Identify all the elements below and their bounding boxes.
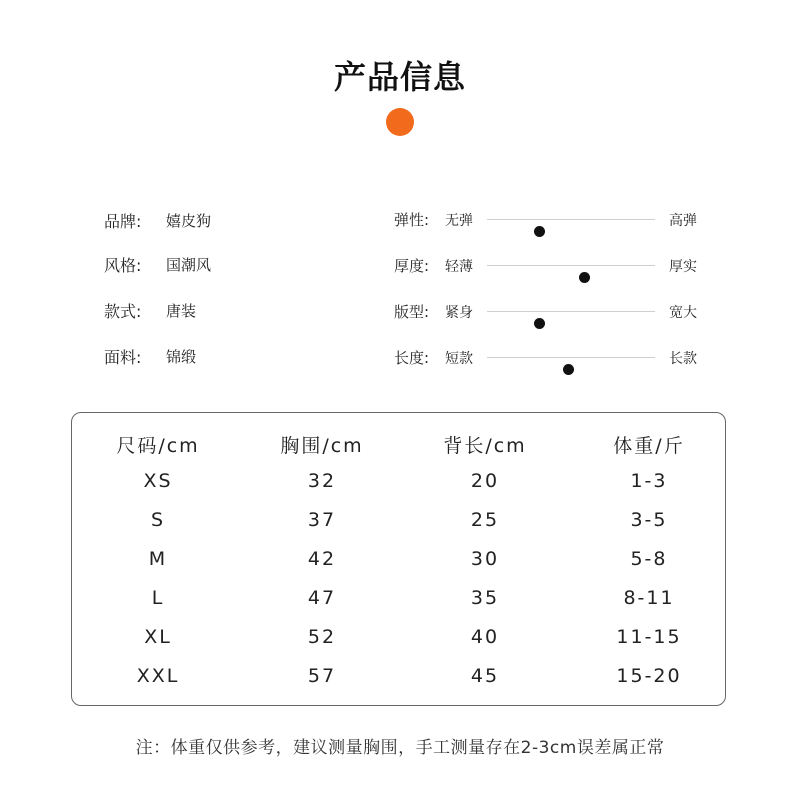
table-cell: M <box>148 548 168 570</box>
table-cell: 42 <box>307 548 337 570</box>
scale-label: 弹性: <box>394 211 430 229</box>
scale-max-label: 宽大 <box>669 305 697 321</box>
table-cell: 15-20 <box>616 665 682 687</box>
scale-label: 厚度: <box>394 257 430 275</box>
table-cell: 20 <box>470 470 500 492</box>
scale-track <box>487 311 655 312</box>
info-label: 面料: <box>104 347 142 367</box>
info-value: 锦缎 <box>166 347 197 366</box>
info-value: 嬉皮狗 <box>166 211 212 230</box>
table-cell: 45 <box>470 665 500 687</box>
table-cell: S <box>150 509 166 531</box>
scale-min-label: 无弹 <box>445 213 473 229</box>
info-row-style <box>104 252 211 276</box>
table-cell: XS <box>143 470 173 492</box>
table-header: 体重/斤 <box>613 435 685 457</box>
table-cell: 57 <box>307 665 337 687</box>
info-label: 品牌: <box>104 211 142 231</box>
table-cell: 47 <box>307 587 337 609</box>
info-value: 唐装 <box>166 301 197 320</box>
table-cell: XL <box>144 626 172 648</box>
table-header: 胸围/cm <box>280 435 364 457</box>
size-table <box>71 412 726 706</box>
info-label: 风格: <box>104 255 142 275</box>
info-row-brand <box>104 208 211 232</box>
table-cell: 8-11 <box>623 587 675 609</box>
scale-knob <box>534 226 545 237</box>
info-label: 款式: <box>104 301 142 321</box>
scale-knob <box>579 272 590 283</box>
table-cell: 40 <box>470 626 500 648</box>
scale-max-label: 厚实 <box>669 259 697 275</box>
scale-max-label: 高弹 <box>669 213 697 229</box>
table-header: 背长/cm <box>443 435 527 457</box>
scale-knob <box>563 364 574 375</box>
table-cell: 30 <box>470 548 500 570</box>
table-cell: 5-8 <box>630 548 668 570</box>
table-cell: 11-15 <box>616 626 682 648</box>
accent-dot <box>386 108 414 136</box>
scale-min-label: 短款 <box>445 351 473 367</box>
scale-track <box>487 357 655 358</box>
scale-length <box>394 345 714 369</box>
table-header: 尺码/cm <box>116 435 200 457</box>
footnote: 注：体重仅供参考，建议测量胸围，手工测量存在2-3cm误差属正常 <box>135 738 665 758</box>
table-cell: 37 <box>307 509 337 531</box>
scale-label: 长度: <box>394 349 430 367</box>
scale-elasticity <box>394 207 714 231</box>
scale-thickness <box>394 253 714 277</box>
table-cell: 3-5 <box>630 509 668 531</box>
scale-max-label: 长款 <box>669 351 697 367</box>
scale-fit <box>394 299 714 323</box>
scale-track <box>487 265 655 266</box>
info-value: 国潮风 <box>166 255 212 274</box>
scale-label: 版型: <box>394 303 430 321</box>
table-cell: XXL <box>136 665 180 687</box>
table-cell: 32 <box>307 470 337 492</box>
scale-min-label: 轻薄 <box>445 259 473 275</box>
info-row-type <box>104 298 196 322</box>
table-cell: 52 <box>307 626 337 648</box>
table-cell: 25 <box>470 509 500 531</box>
page-title: 产品信息 <box>333 58 466 96</box>
table-cell: L <box>151 587 165 609</box>
table-cell: 35 <box>470 587 500 609</box>
scale-knob <box>534 318 545 329</box>
table-cell: 1-3 <box>630 470 668 492</box>
scale-min-label: 紧身 <box>445 305 473 321</box>
scale-track <box>487 219 655 220</box>
info-row-fabric <box>104 344 196 368</box>
